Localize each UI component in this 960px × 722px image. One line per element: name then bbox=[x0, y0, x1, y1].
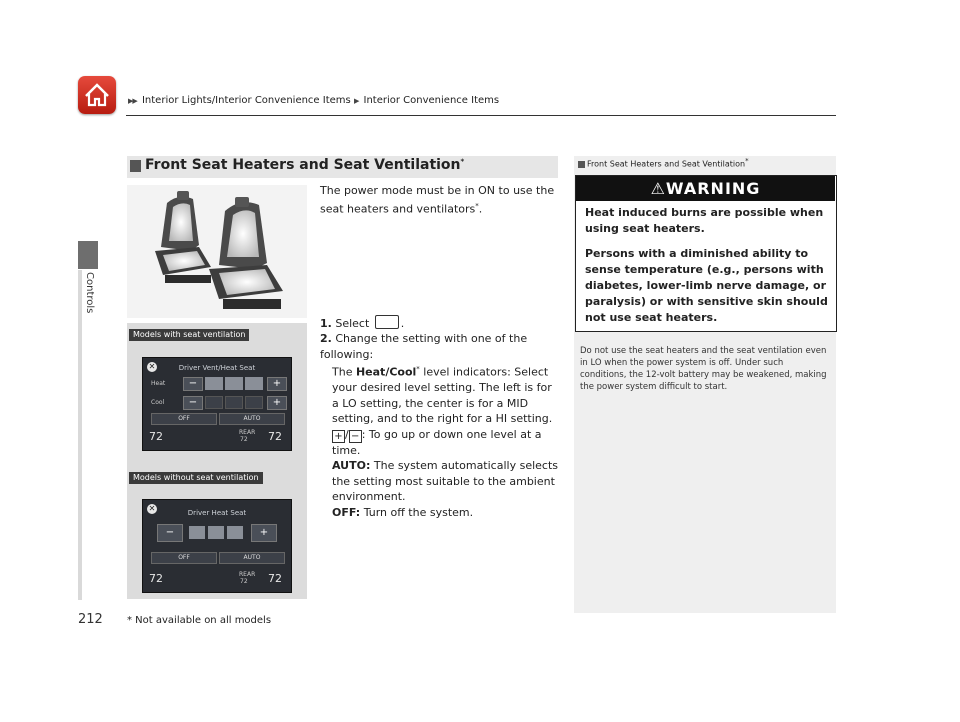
breadcrumb-item[interactable]: Interior Lights/Interior Convenience Items bbox=[141, 95, 351, 106]
sidebar-chapter-label[interactable]: Controls bbox=[84, 272, 95, 314]
step-1: 1. Select . bbox=[320, 316, 405, 330]
section-title: Front Seat Heaters and Seat Ventilation bbox=[145, 157, 461, 173]
warning-paragraph: Persons with a diminished ability to sense temperature (e.g., persons with diabetes, lower-limb nerve damage, or paralysis) or with sensitive skin should not use seat heaters. bbox=[585, 247, 828, 324]
close-icon[interactable]: ✕ bbox=[148, 362, 156, 371]
section-heading bbox=[127, 156, 558, 178]
cool-level-hi[interactable] bbox=[245, 396, 263, 409]
home-button[interactable] bbox=[78, 76, 116, 114]
heat-label: Heat bbox=[151, 380, 166, 387]
home-icon bbox=[78, 76, 116, 114]
driver-temp: 72 bbox=[149, 430, 163, 443]
cool-plus-button[interactable]: + bbox=[267, 396, 287, 410]
section-marker-icon bbox=[130, 160, 141, 172]
heat-plus-button[interactable]: + bbox=[267, 377, 287, 391]
non-ventilation-models-tag: Models without seat ventilation bbox=[129, 472, 263, 484]
minus-key-icon: − bbox=[349, 430, 362, 443]
rear-temp: 72 bbox=[240, 578, 248, 585]
page-number: 212 bbox=[78, 612, 103, 627]
auto-button[interactable]: AUTO bbox=[219, 552, 285, 564]
heat-minus-button[interactable]: − bbox=[183, 377, 203, 391]
note-marker-icon bbox=[578, 161, 585, 168]
heat-level-hi[interactable] bbox=[227, 526, 243, 539]
plus-minus-description: + / − : To go up or down one level at a time. bbox=[332, 427, 542, 457]
breadcrumb-item[interactable]: Interior Convenience Items bbox=[363, 95, 500, 106]
breadcrumb-arrow-icon: ▶▶ bbox=[128, 97, 137, 105]
close-icon[interactable]: ✕ bbox=[148, 504, 156, 513]
section-asterisk: * bbox=[460, 157, 465, 166]
cool-minus-button[interactable]: − bbox=[183, 396, 203, 410]
cool-level-mid[interactable] bbox=[225, 396, 243, 409]
heat-level-lo[interactable] bbox=[189, 526, 205, 539]
step-2: 2. Change the setting with one of the following: bbox=[320, 332, 528, 361]
cool-level-lo[interactable] bbox=[205, 396, 223, 409]
passenger-temp: 72 bbox=[268, 430, 282, 443]
seat-heater-icon bbox=[375, 315, 399, 329]
screen-title: Driver Vent/Heat Seat bbox=[178, 364, 256, 372]
breadcrumb bbox=[128, 95, 499, 106]
auto-button[interactable]: AUTO bbox=[219, 413, 285, 425]
footnote: * Not available on all models bbox=[127, 615, 272, 626]
passenger-temp: 72 bbox=[268, 572, 282, 585]
sidebar-tab-marker bbox=[78, 241, 98, 269]
note-paragraph: Do not use the seat heaters and the seat ventilation even in LO when the power system is off. Under such conditions, the 12-volt battery may be weakened, making the power system difficult to start. bbox=[580, 346, 827, 392]
climate-screens-panel bbox=[127, 323, 307, 599]
heat-level-hi[interactable] bbox=[245, 377, 263, 390]
plus-key-icon: + bbox=[332, 430, 345, 443]
heat-minus-button[interactable]: − bbox=[157, 524, 183, 542]
cool-label: Cool bbox=[151, 399, 165, 406]
breadcrumb-arrow-icon: ▶ bbox=[353, 97, 359, 105]
vent-heat-seat-screen bbox=[142, 357, 292, 451]
rear-label: REAR bbox=[239, 429, 256, 436]
instructions bbox=[320, 183, 560, 520]
warning-body bbox=[585, 205, 830, 335]
off-button[interactable]: OFF bbox=[151, 413, 217, 425]
heat-level-mid[interactable] bbox=[225, 377, 243, 390]
warning-title: ⚠WARNING bbox=[576, 176, 835, 201]
heat-cool-description: The Heat/Cool* level indicators: Select your desired level setting. The left is for a LO setting, the center is for a MID setting, and to the right for a HI setting. bbox=[332, 365, 553, 426]
heat-level-mid[interactable] bbox=[208, 526, 224, 539]
heat-seat-screen bbox=[142, 499, 292, 593]
heat-plus-button[interactable]: + bbox=[251, 524, 277, 542]
intro-paragraph: The power mode must be in ON to use the seat heaters and ventilators*. bbox=[320, 184, 555, 216]
off-description: OFF: Turn off the system. bbox=[332, 505, 474, 519]
rear-label: REAR bbox=[239, 571, 256, 578]
seat-illustration bbox=[127, 185, 307, 318]
rear-temp: 72 bbox=[240, 436, 248, 443]
warning-paragraph: Heat induced burns are possible when using seat heaters. bbox=[585, 206, 824, 235]
driver-temp: 72 bbox=[149, 572, 163, 585]
sidebar-strip bbox=[78, 270, 82, 600]
ventilation-models-tag: Models with seat ventilation bbox=[129, 329, 249, 341]
notes-heading: Front Seat Heaters and Seat Ventilation* bbox=[578, 157, 749, 169]
warning-triangle-icon: ⚠ bbox=[650, 179, 666, 198]
auto-description: AUTO: The system automatically selects the setting most suitable to the ambient environment. bbox=[332, 459, 558, 504]
screen-title: Driver Heat Seat bbox=[187, 509, 247, 517]
off-button[interactable]: OFF bbox=[151, 552, 217, 564]
heat-level-lo[interactable] bbox=[205, 377, 223, 390]
header-divider bbox=[126, 115, 836, 116]
